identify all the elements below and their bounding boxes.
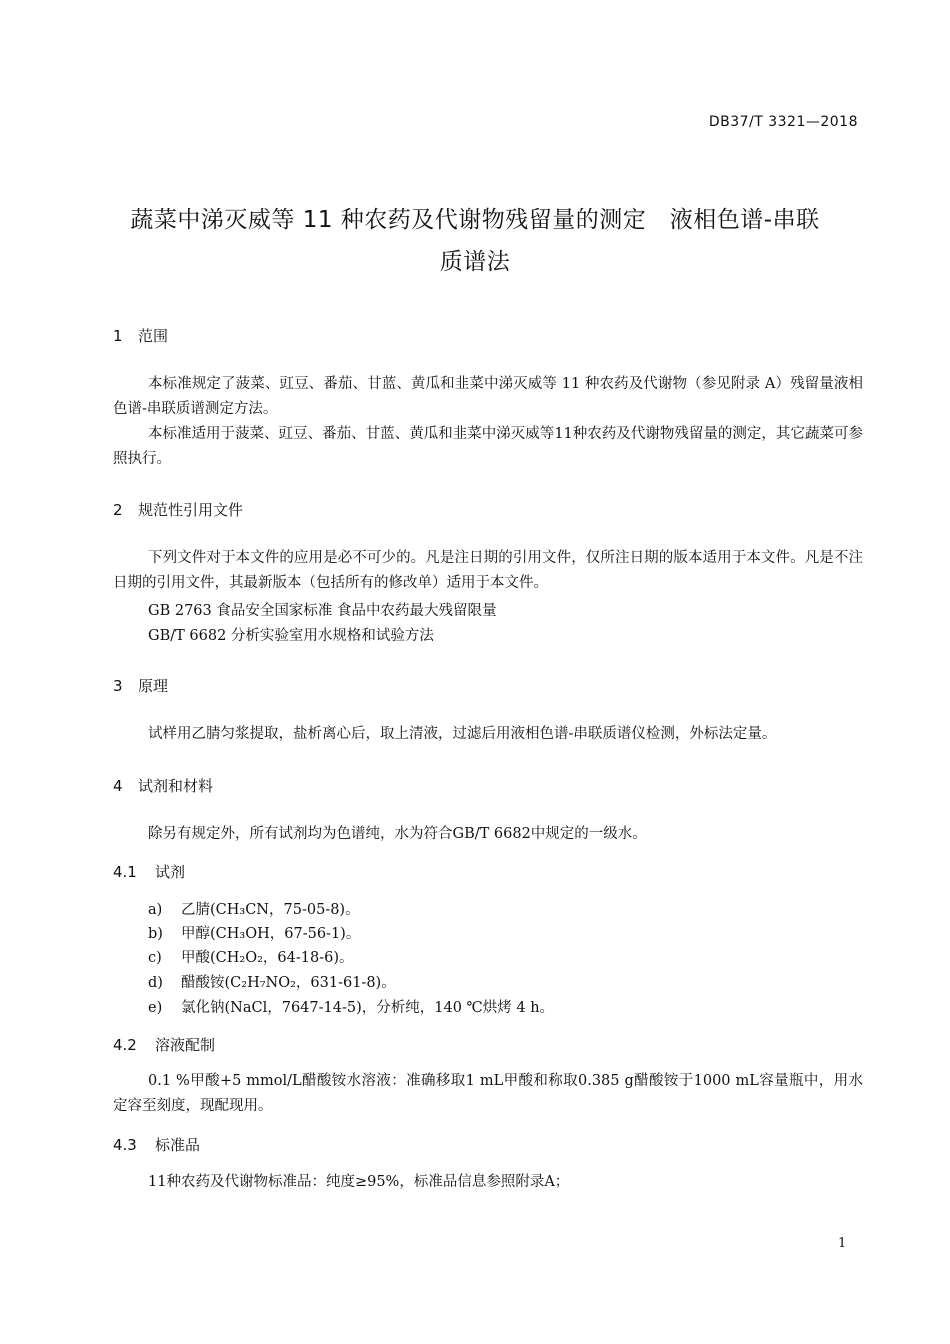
- list-item: [148, 946, 354, 967]
- normative-reference-2: GB/T 6682 分析实验室用水规格和试验方法: [148, 628, 434, 644]
- section-title: 标准品: [155, 1136, 201, 1154]
- paragraph: 0.1 %甲酸+5 mmol/L醋酸铵水溶液：准确移取1 mL甲酸和称取0.385 g醋酸铵于1000 mL容量瓶中，用水定容至刻度，现配现用。: [113, 1073, 863, 1114]
- section-title: 范围: [138, 327, 169, 345]
- list-item-text: 甲醇(CH₃OH，67-56-1)。: [181, 926, 361, 942]
- list-item-label: e): [148, 1000, 163, 1016]
- section-4-heading: [113, 775, 213, 796]
- list-item-label: a): [148, 902, 163, 918]
- section-number: 4.1: [113, 863, 137, 881]
- list-item-text: 醋酸铵(C₂H₇NO₂，631-61-8)。: [181, 975, 396, 991]
- page-number: 1: [838, 1236, 847, 1251]
- list-item: [148, 922, 360, 943]
- section-title: 试剂: [155, 863, 186, 881]
- list-item-label: b): [148, 926, 163, 942]
- section-3-body: 试样用乙腈匀浆提取，盐析离心后，取上清液，过滤后用液相色谱-串联质谱仪检测，外标法定量。: [148, 726, 777, 742]
- paragraph: 本标准规定了菠菜、豇豆、番茄、甘蓝、黄瓜和韭菜中涕灭威等 11 种农药及代谢物（参见附录 A）残留量液相色谱-串联质谱测定方法。: [113, 376, 863, 417]
- normative-reference-1: GB 2763 食品安全国家标准 食品中农药最大残留限量: [148, 603, 497, 619]
- list-item-text: 甲酸(CH₂O₂，64-18-6)。: [181, 950, 354, 966]
- section-number: 3: [113, 677, 123, 695]
- section-title: 试剂和材料: [138, 777, 214, 795]
- section-4-1-heading: [113, 861, 185, 882]
- list-item-text: 乙腈(CH₃CN，75-05-8)。: [181, 902, 360, 918]
- section-title: 规范性引用文件: [138, 501, 244, 519]
- section-4-2-heading: [113, 1034, 215, 1055]
- section-number: 4: [113, 777, 123, 795]
- section-number: 2: [113, 501, 123, 519]
- list-item-label: d): [148, 975, 163, 991]
- document-title-line-2: 质谱法: [439, 249, 511, 275]
- paragraph: 本标准适用于菠菜、豇豆、番茄、甘蓝、黄瓜和韭菜中涕灭威等11种农药及代谢物残留量的测定，其它蔬菜可参照执行。: [113, 426, 863, 467]
- list-item-label: c): [148, 950, 162, 966]
- section-4-2-body: [113, 1069, 863, 1119]
- list-item-text: 氯化钠(NaCl，7647-14-5)，分析纯，140 ℃烘烤 4 h。: [181, 1000, 555, 1016]
- list-item: [148, 996, 554, 1017]
- section-number: 4.3: [113, 1136, 137, 1154]
- paragraph: 下列文件对于本文件的应用是必不可少的。凡是注日期的引用文件，仅所注日期的版本适用于本文件。凡是不注日期的引用文件，其最新版本（包括所有的修改单）适用于本文件。: [113, 550, 863, 591]
- document-title-line-1: 蔬菜中涕灭威等 11 种农药及代谢物残留量的测定 液相色谱-串联: [130, 207, 820, 233]
- section-number: 4.2: [113, 1036, 137, 1054]
- section-title: 溶液配制: [155, 1036, 216, 1054]
- section-1-body: [113, 372, 863, 472]
- section-title: 原理: [138, 677, 169, 695]
- section-3-heading: [113, 675, 168, 696]
- section-1-heading: [113, 325, 168, 346]
- section-4-body: 除另有规定外，所有试剂均为色谱纯，水为符合GB/T 6682中规定的一级水。: [148, 826, 647, 842]
- section-4-3-heading: [113, 1134, 200, 1155]
- section-number: 1: [113, 327, 123, 345]
- list-item: [148, 971, 396, 992]
- section-4-3-body: 11种农药及代谢物标准品：纯度≥95%，标准品信息参照附录A；: [148, 1174, 570, 1190]
- document-number: DB37/T 3321—2018: [708, 114, 858, 130]
- section-2-heading: [113, 499, 243, 520]
- list-item: [148, 898, 360, 919]
- section-2-body: [113, 546, 863, 596]
